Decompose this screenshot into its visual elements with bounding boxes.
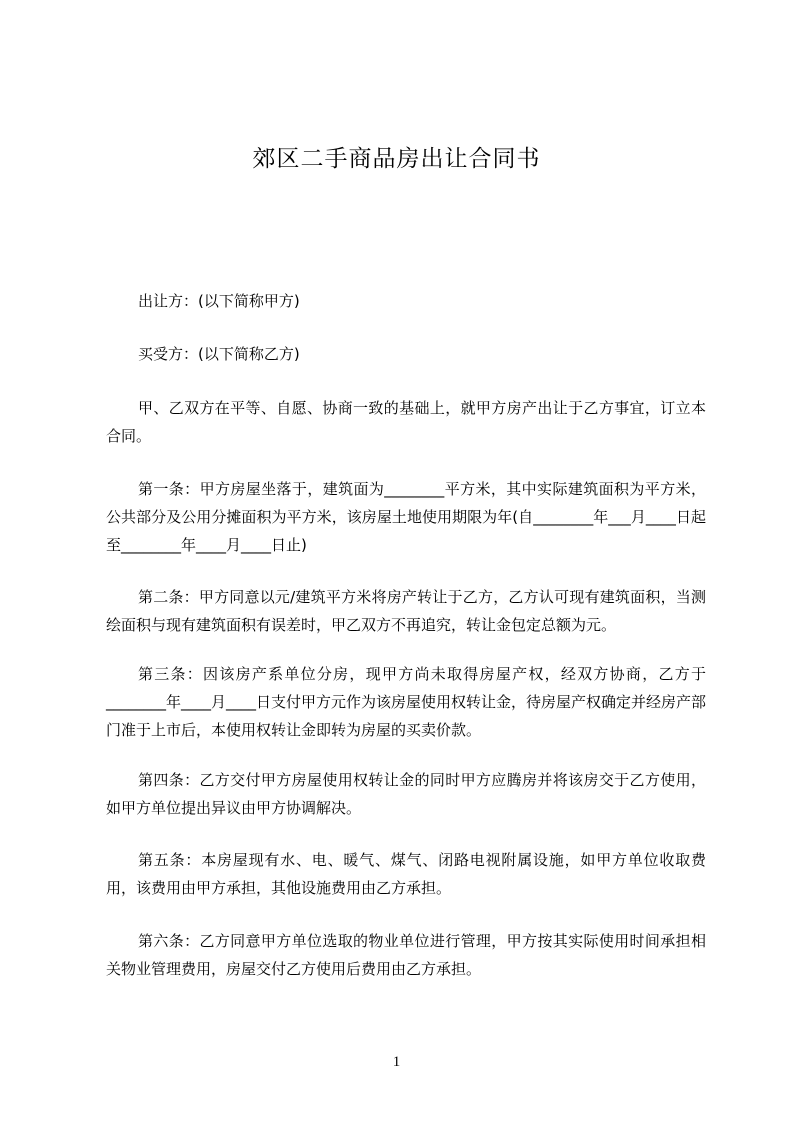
intro-paragraph: 甲、乙双方在平等、自愿、协商一致的基础上，就甲方房产出让于乙方事宜，订立本合同。 <box>106 399 706 445</box>
clause-4: 第四条：乙方交付甲方房屋使用权转让金的同时甲方应腾房并将该房交于乙方使用，如甲方单位提出异议由甲方协调解决。 <box>106 771 706 817</box>
clause-6: 第六条：乙方同意甲方单位选取的物业单位进行管理，甲方按其实际使用时间承担相关物业管理费用，房屋交付乙方使用后费用由乙方承担。 <box>106 932 706 978</box>
clause-5: 第五条：本房屋现有水、电、暖气、煤气、闭路电视附属设施，如甲方单位收取费用，该费用由甲方承担，其他设施费用由乙方承担。 <box>106 851 706 897</box>
party-a-line: 出让方：(以下简称甲方) <box>138 292 300 310</box>
clause-1: 第一条：甲方房屋坐落于，建筑面为________平方米，其中实际建筑面积为平方米，公共部分及公用分摊面积为平方米，该房屋土地使用期限为年(自________年___月____日起至________年____月____日止) <box>106 480 706 554</box>
document-title: 郊区二手商品房出让合同书 <box>252 146 541 172</box>
party-b-line: 买受方：(以下简称乙方) <box>138 345 300 363</box>
clause-2: 第二条：甲方同意以元/建筑平方米将房产转让于乙方，乙方认可现有建筑面积，当测绘面积与现有建筑面积有误差时，甲乙双方不再追究，转让金包定总额为元。 <box>106 588 706 634</box>
clause-3: 第三条：因该房产系单位分房，现甲方尚未取得房屋产权，经双方协商，乙方于________年____月____日支付甲方元作为该房屋使用权转让金，待房屋产权确定并经房产部门准于上市后，本使用权转让金即转为房屋的买卖价款。 <box>106 665 707 739</box>
page-number: 1 <box>392 1054 401 1070</box>
